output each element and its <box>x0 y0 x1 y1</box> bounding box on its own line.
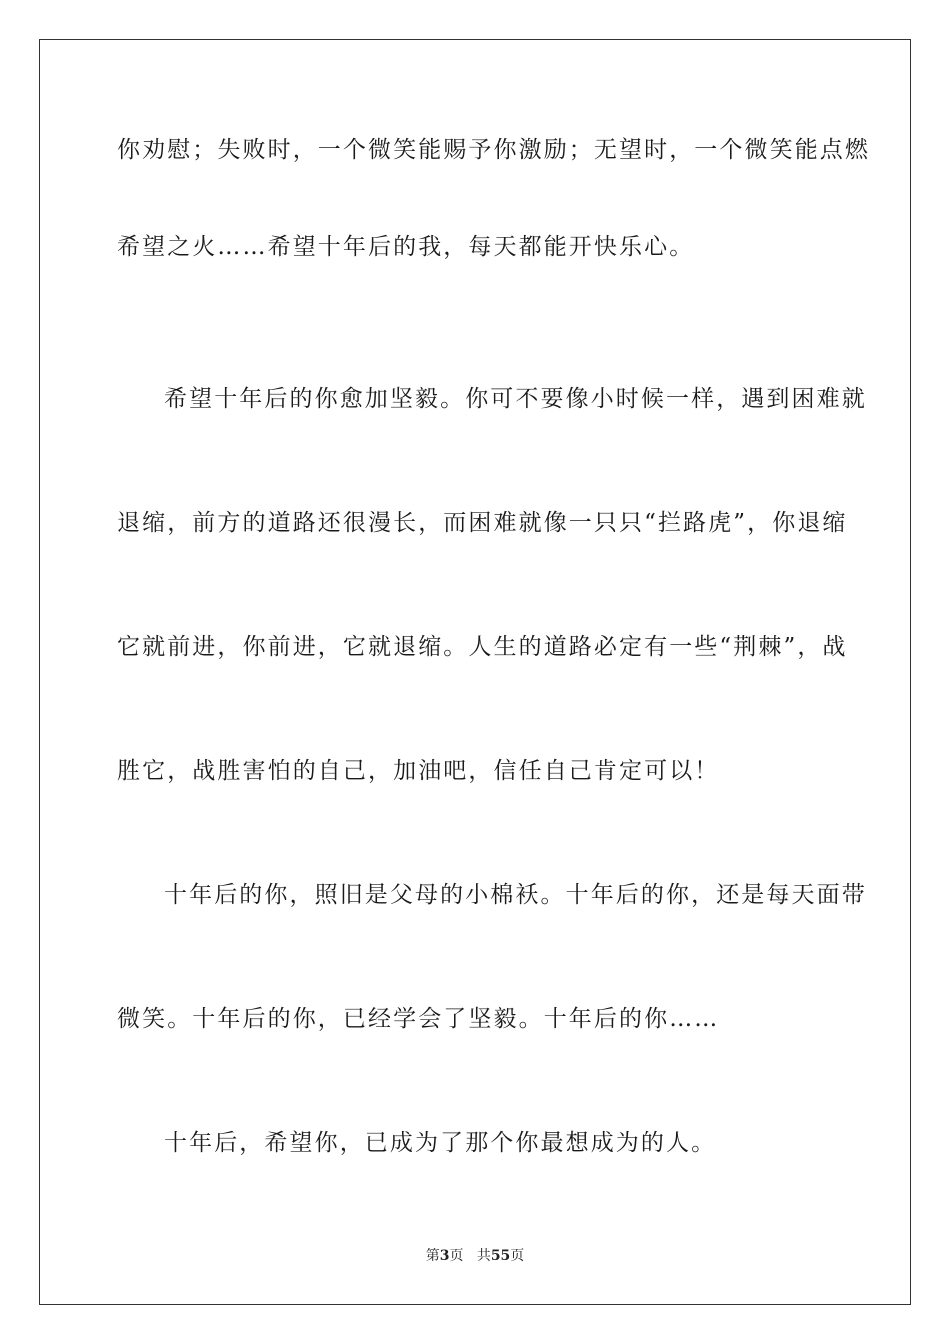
text-line: 十年后，希望你，已成为了那个你最想成为的人。 <box>164 1130 717 1156</box>
text-line: 胜它，战胜害怕的自己，加油吧，信任自己肯定可以！ <box>117 758 720 784</box>
page-prefix: 第 <box>425 1248 440 1264</box>
page-total: 55 <box>490 1248 511 1264</box>
text-line: 十年后的你，照旧是父母的小棉袄。十年后的你，还是每天面带 <box>164 882 867 908</box>
total-prefix: 共 <box>476 1248 491 1264</box>
page-frame <box>39 39 911 1305</box>
text-line: 它就前进，你前进，它就退缩。人生的道路必定有一些“荆棘”，战 <box>117 634 848 660</box>
page-suffix: 页 <box>449 1248 464 1264</box>
text-line: 希望十年后的你愈加坚毅。你可不要像小时候一样，遇到困难就 <box>164 386 867 412</box>
text-line: 希望之火……希望十年后的我，每天都能开快乐心。 <box>117 234 695 260</box>
text-line: 你劝慰；失败时，一个微笑能赐予你激励；无望时，一个微笑能点燃 <box>117 137 870 163</box>
total-suffix: 页 <box>510 1248 525 1264</box>
text-line: 微笑。十年后的你，已经学会了坚毅。十年后的你…… <box>117 1006 720 1032</box>
text-line: 退缩，前方的道路还很漫长，而困难就像一只只“拦路虎”，你退缩 <box>117 510 848 536</box>
page-footer <box>0 1246 950 1266</box>
page-current: 3 <box>439 1248 450 1264</box>
